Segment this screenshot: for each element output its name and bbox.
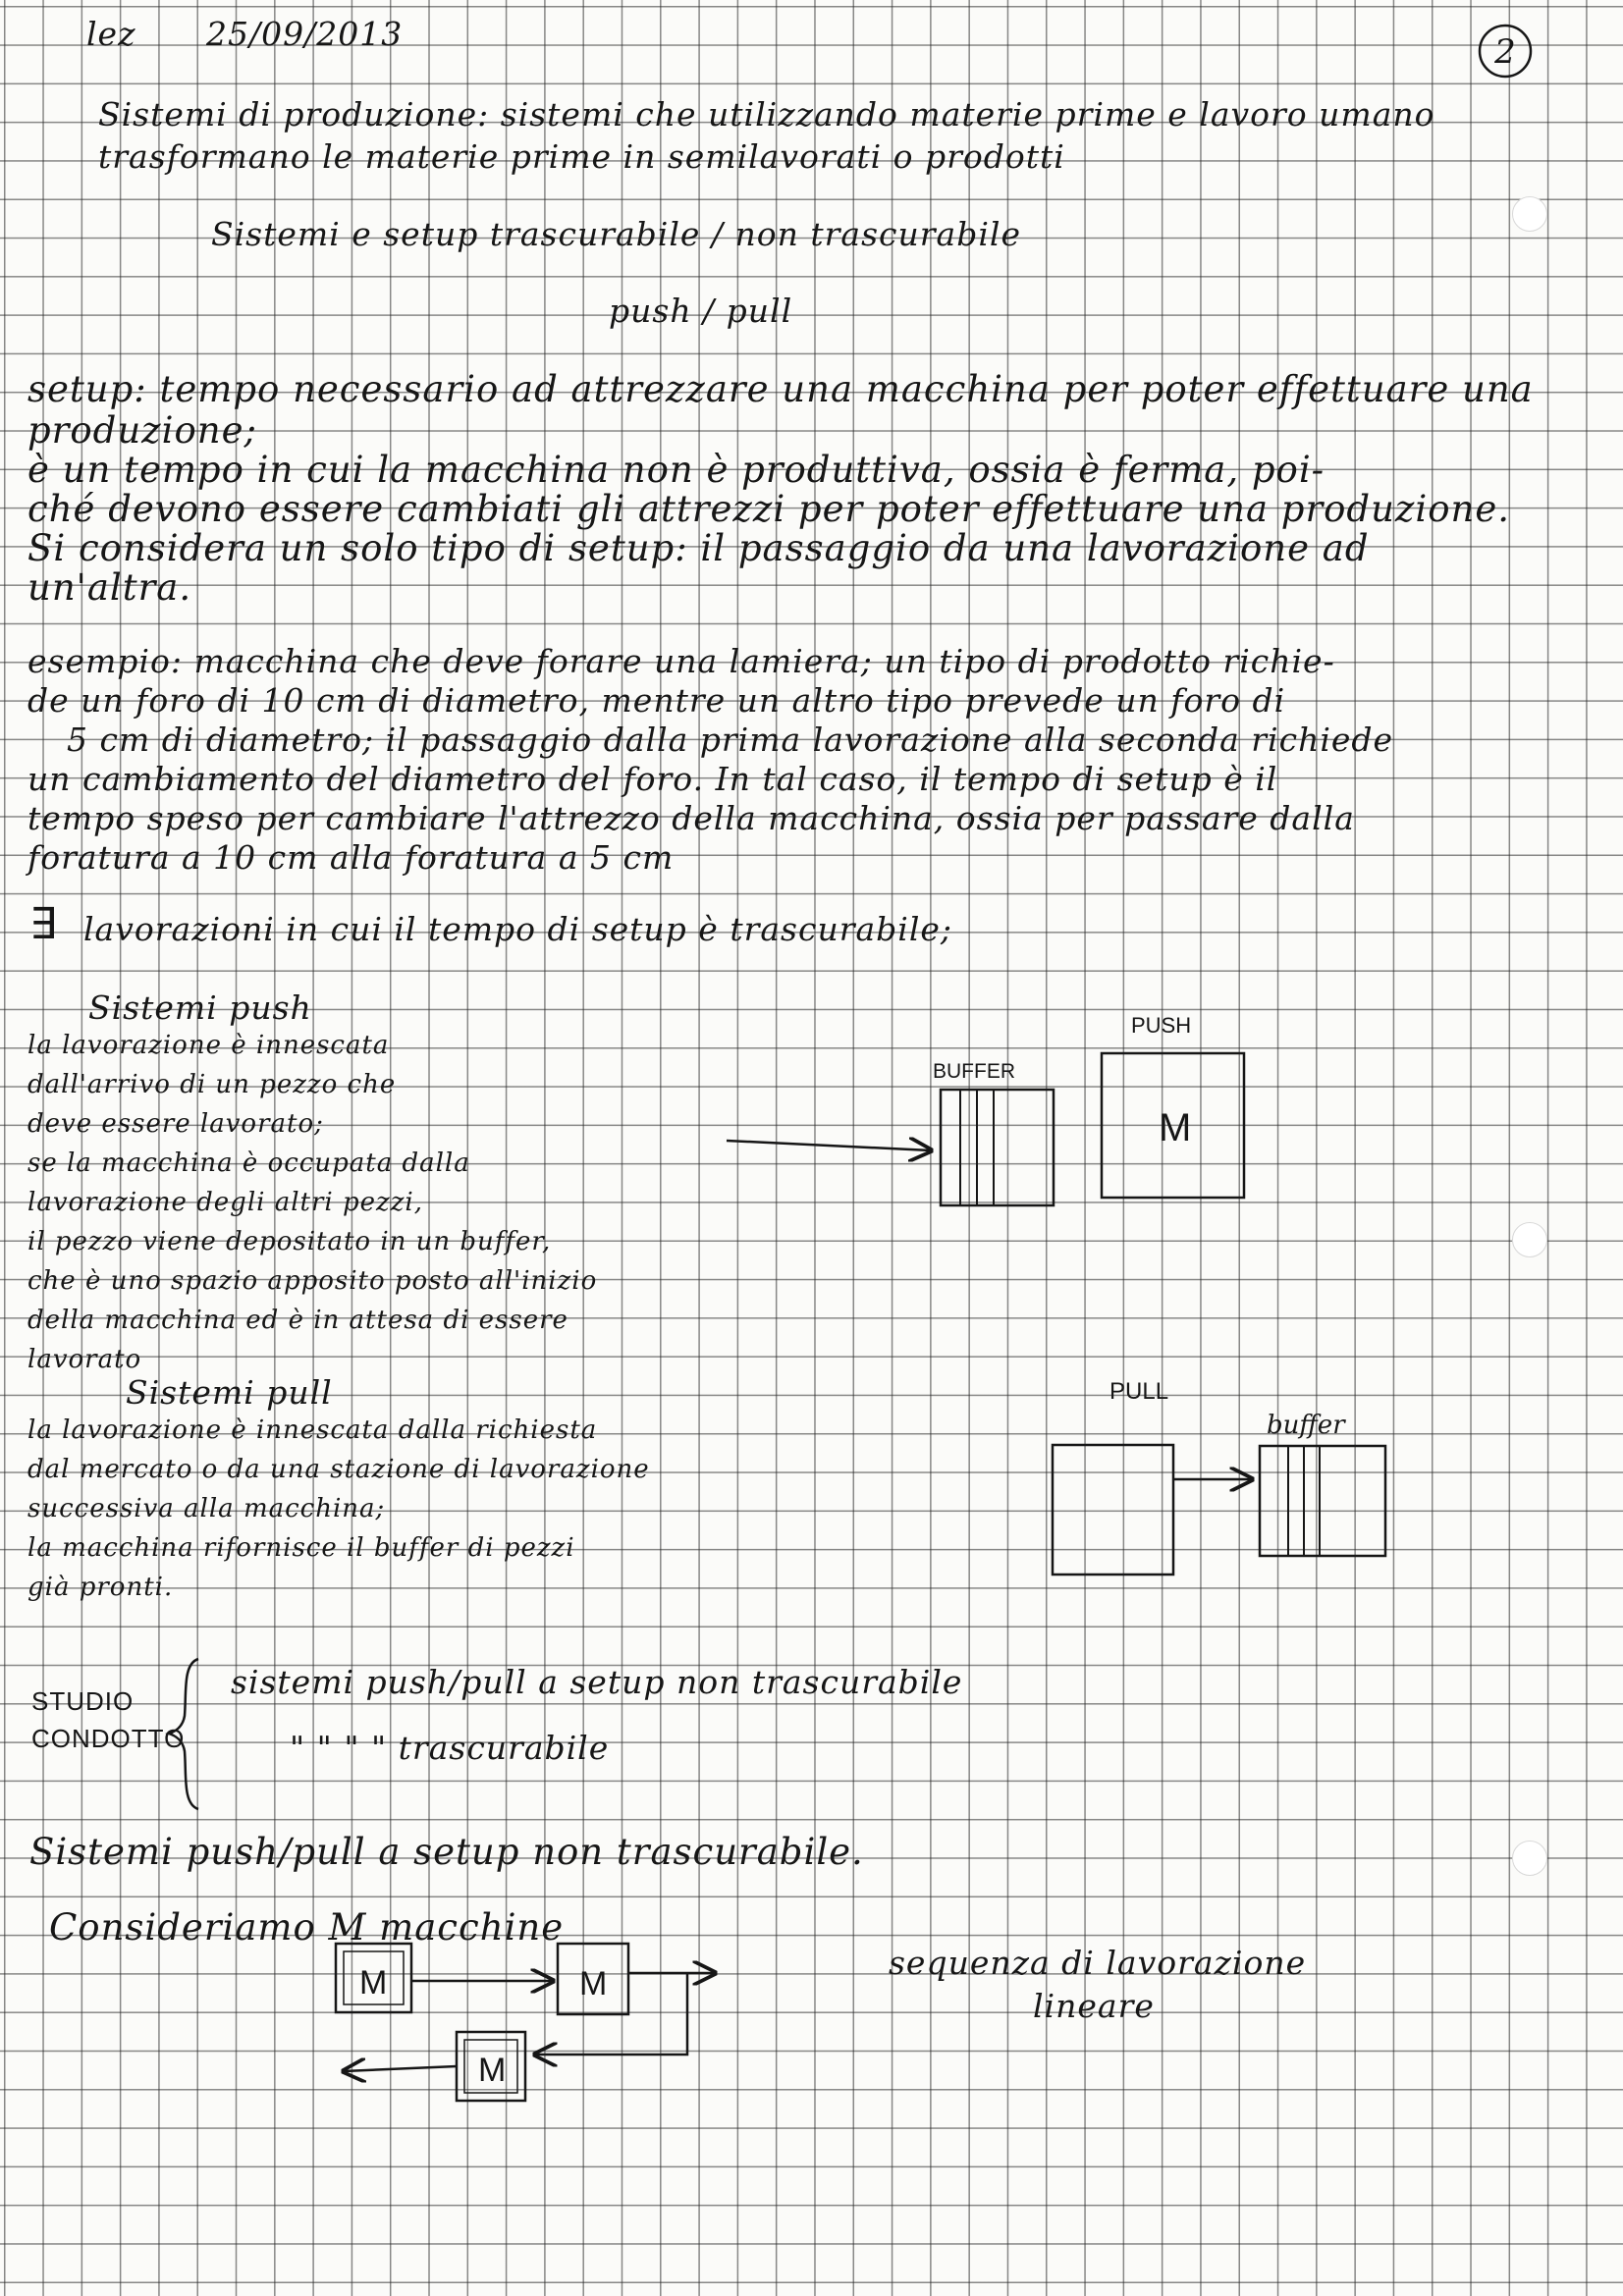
sequence-arrow-out [344, 2066, 457, 2071]
push-machine-label: M [1159, 1106, 1192, 1149]
exists-symbol: ∃ [29, 899, 57, 949]
push-line-3: deve essere lavorato; [27, 1109, 324, 1139]
machine-2-label: M [579, 1965, 608, 2002]
push-line-4: se la macchina è occupata dalla [27, 1148, 470, 1178]
example-line-3: 5 cm di diametro; il passaggio dalla prima lavorazione alla seconda richiede [67, 721, 1394, 759]
pull-title: Sistemi pull [126, 1373, 333, 1412]
example-line-4: un cambiamento del diametro del foro. In tal caso, il tempo di setup è il [27, 760, 1278, 798]
example-line-2: de un foro di 10 cm di diametro, mentre un altro tipo prevede un foro di [27, 681, 1286, 720]
push-line-9: lavorato [27, 1345, 142, 1374]
push-buffer-box [941, 1090, 1054, 1205]
push-line-1: la lavorazione è innescata [27, 1031, 390, 1060]
setup-line-1: setup: tempo necessario ad attrezzare una macchina per poter effettuare una [27, 368, 1534, 410]
sequence-line-2: lineare [1033, 1987, 1155, 2025]
pull-buffer-label: buffer [1267, 1411, 1345, 1440]
setup-line-6: un'altra. [27, 566, 192, 609]
study-line-1: sistemi push/pull a setup non trascurabile [231, 1663, 963, 1701]
push-buffer-label: BUFFER [933, 1060, 1015, 1083]
machine-1-label: M [359, 1964, 388, 2002]
pull-buffer-box [1260, 1446, 1385, 1556]
pull-machine-box [1053, 1445, 1173, 1575]
example-line-6: foratura a 10 cm alla foratura a 5 cm [27, 838, 675, 877]
study-label-2: CONDOTTO [31, 1724, 186, 1753]
machine-3-label: M [478, 2052, 507, 2089]
pull-diagram-label: PULL [1109, 1378, 1169, 1405]
pull-line-1: la lavorazione è innescata dalla richiesta [27, 1415, 598, 1445]
lecture-label: lez [86, 15, 136, 53]
topic-line-1: Sistemi e setup trascurabile / non trascurabile [211, 215, 1021, 253]
study-line-2: " " " " trascurabile [290, 1729, 610, 1767]
push-line-2: dall'arrivo di un pezzo che [27, 1070, 397, 1099]
push-input-arrow [727, 1141, 931, 1150]
setup-line-3: è un tempo in cui la macchina non è produttiva, ossia è ferma, poi- [27, 449, 1325, 491]
definition-line-1: Sistemi di produzione: sistemi che utilizzando materie prime e lavoro umano [98, 95, 1435, 133]
page-number: 2 [1494, 32, 1516, 72]
study-brace [169, 1659, 198, 1809]
setup-line-4: ché devono essere cambiati gli attrezzi per poter effettuare una produzione. [27, 488, 1511, 530]
push-diagram-label: PUSH [1131, 1013, 1192, 1038]
lecture-date: 25/09/2013 [206, 15, 404, 53]
push-line-7: che è uno spazio apposito posto all'inizio [27, 1266, 598, 1296]
exists-line: lavorazioni in cui il tempo di setup è trascurabile; [83, 910, 953, 948]
setup-line-2: produzione; [27, 409, 257, 452]
section-title: Sistemi push/pull a setup non trascurabile. [29, 1831, 864, 1873]
pull-line-5: già pronti. [27, 1573, 174, 1602]
example-line-5: tempo speso per cambiare l'attrezzo della macchina, ossia per passare dalla [27, 799, 1355, 837]
pull-line-3: successiva alla macchina; [27, 1494, 386, 1523]
push-line-6: il pezzo viene depositato in un buffer, [27, 1227, 552, 1256]
push-line-8: della macchina ed è in attesa di essere [27, 1306, 568, 1335]
pull-line-4: la macchina rifornisce il buffer di pezzi [27, 1533, 575, 1563]
consider-line: Consideriamo M macchine [49, 1906, 565, 1949]
sequence-line-1: sequenza di lavorazione [889, 1944, 1307, 1982]
pull-line-2: dal mercato o da una stazione di lavorazione [27, 1455, 650, 1484]
push-title: Sistemi push [88, 988, 312, 1027]
topic-line-2: push / pull [609, 292, 793, 330]
definition-line-2: trasformano le materie prime in semilavorati o prodotti [98, 137, 1065, 176]
study-label-1: STUDIO [31, 1686, 135, 1716]
example-line-1: esempio: macchina che deve forare una lamiera; un tipo di prodotto richie- [27, 642, 1335, 680]
setup-line-5: Si considera un solo tipo di setup: il passaggio da una lavorazione ad [27, 527, 1370, 569]
push-line-5: lavorazione degli altri pezzi, [27, 1188, 424, 1217]
